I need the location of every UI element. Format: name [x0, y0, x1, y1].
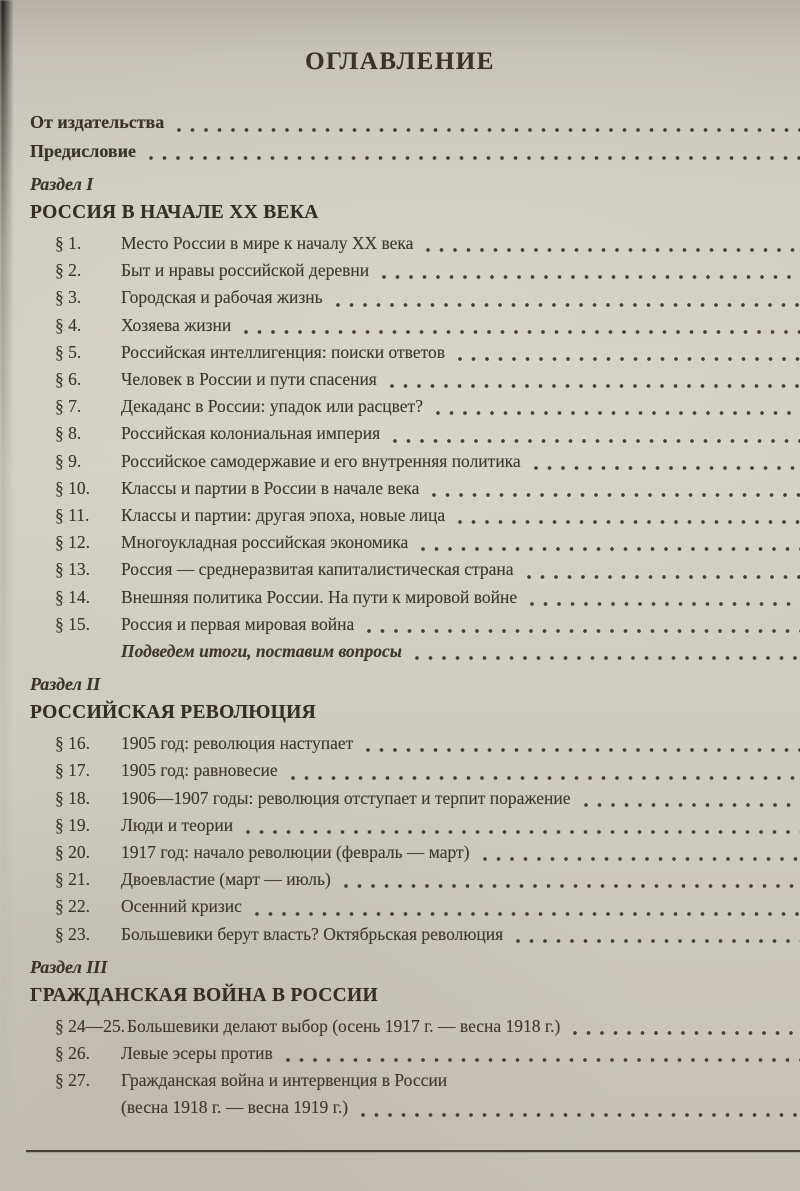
entry-title: Хозяева жизни — [121, 314, 232, 335]
entry-title: 1905 год: равновесие — [121, 760, 278, 781]
footer-rule — [26, 1150, 800, 1152]
entry-title: Россия и первая мировая война — [121, 613, 355, 634]
entry-number: § 21. — [55, 869, 90, 890]
entry-title: Российская колониальная империя — [121, 423, 381, 444]
toc-entry — [30, 556, 800, 583]
toc-entry — [30, 921, 800, 948]
entry-title: Предисловие — [30, 140, 136, 161]
entry-title: (весна 1918 г. — весна 1919 г.) — [121, 1097, 349, 1118]
entry-number: § 13. — [55, 559, 90, 580]
entry-number: § 15. — [55, 613, 90, 634]
toc-entry — [30, 137, 800, 166]
section-entries — [30, 1013, 800, 1122]
toc-entry — [30, 584, 800, 611]
entry-title: Левые эсеры против — [121, 1043, 273, 1064]
dot-leader — [331, 284, 800, 311]
dot-leader — [453, 339, 800, 366]
section-part-label: Раздел I — [30, 174, 94, 194]
dot-leader — [525, 584, 800, 611]
entry-number: § 22. — [55, 896, 90, 917]
entry-title: Многоукладная российская экономика — [121, 532, 409, 553]
toc-entry — [30, 1040, 800, 1067]
dot-leader — [453, 502, 800, 529]
dot-leader — [339, 866, 800, 893]
entry-number: § 24—25. — [55, 1015, 125, 1036]
dot-leader — [281, 1040, 800, 1067]
toc-entry — [30, 312, 800, 339]
entry-title: Люди и теории — [121, 814, 234, 835]
entry-number: § 20. — [55, 842, 90, 863]
dot-leader — [522, 556, 800, 583]
toc-entry — [30, 230, 800, 257]
toc-entry — [30, 1067, 800, 1094]
entry-number: § 17. — [55, 760, 90, 781]
entry-title: Двоевластие (март — июль) — [121, 869, 331, 890]
entry-number: § 16. — [55, 733, 90, 754]
entry-title: 1906—1907 годы: революция отступает и терпит поражение — [121, 787, 571, 808]
entry-number: § 11. — [55, 505, 90, 526]
entry-title: Российская интеллигенция: поиски ответов — [121, 341, 446, 362]
toc-entry — [30, 893, 800, 920]
page-title: ОГЛАВЛЕНИЕ — [305, 48, 495, 75]
toc-entry — [30, 284, 800, 311]
toc-entry-continuation — [30, 1094, 800, 1121]
dot-leader — [579, 785, 800, 812]
toc-section — [30, 670, 800, 948]
entry-number: § 19. — [55, 814, 90, 835]
entry-title: От издательства — [30, 112, 165, 132]
entry-number: § 9. — [55, 450, 82, 471]
entry-number: § 4. — [55, 314, 82, 335]
toc-entry — [30, 420, 800, 447]
toc-entry — [30, 785, 800, 812]
entry-number: § 8. — [55, 423, 82, 444]
toc-entry — [30, 108, 800, 137]
entry-number-spacer — [55, 1094, 121, 1121]
dot-leader — [511, 921, 800, 948]
toc-section — [30, 170, 800, 665]
front-matter — [30, 108, 800, 165]
dot-leader — [431, 393, 800, 420]
dot-leader — [362, 611, 800, 638]
entry-number: § 7. — [55, 396, 82, 417]
toc-entry — [30, 257, 800, 284]
entry-title: Российское самодержавие и его внутренняя политика — [121, 450, 521, 471]
entry-title: Подведем итоги, поставим вопросы — [121, 641, 402, 662]
toc-entry — [30, 366, 800, 393]
section-heading: ГРАЖДАНСКАЯ ВОЙНА В РОССИИ — [30, 984, 378, 1006]
entry-number: § 1. — [55, 233, 82, 253]
toc-entry — [30, 730, 800, 757]
section-heading: РОССИЙСКАЯ РЕВОЛЮЦИЯ — [30, 702, 316, 724]
section-part-label: Раздел II — [30, 674, 101, 695]
toc-entry — [30, 1013, 800, 1040]
entry-title: Классы и партии в России в начале века — [121, 477, 420, 498]
entry-title: 1917 год: начало революции (февраль — март) — [121, 842, 470, 863]
entry-number: § 23. — [55, 923, 90, 944]
dot-leader — [427, 475, 800, 502]
dot-leader — [416, 529, 800, 556]
toc-entry — [30, 475, 800, 502]
entry-title: Человек в России и пути спасения — [121, 369, 377, 390]
toc-entry — [30, 757, 800, 784]
dot-leader — [241, 812, 800, 839]
toc-entry — [30, 502, 800, 529]
entry-number: § 27. — [55, 1070, 90, 1091]
entry-title: Место России в мире к началу XX века — [121, 233, 414, 253]
entry-title: Городская и рабочая жизнь — [121, 287, 323, 308]
entry-number: § 3. — [55, 287, 82, 308]
entry-title: Внешняя политика России. На пути к мировой войне — [121, 586, 518, 607]
toc-entry — [30, 393, 800, 420]
entry-title: Россия — среднеразвитая капиталистическая страна — [121, 559, 514, 580]
dot-leader — [478, 839, 800, 866]
toc-entry — [30, 529, 800, 556]
section-entries — [30, 730, 800, 948]
entry-title: Большевики делают выбор (осень 1917 г. — весна 1918 г.) — [127, 1015, 561, 1036]
entry-number: § 10. — [55, 477, 90, 498]
entry-number: § 14. — [55, 586, 90, 607]
entry-number: § 6. — [55, 369, 82, 390]
toc-entry — [30, 638, 800, 665]
entry-number: § 2. — [55, 260, 82, 281]
entry-number — [55, 638, 121, 665]
toc-entry — [30, 448, 800, 475]
entry-title: Классы и партии: другая эпоха, новые лица — [121, 505, 446, 526]
entry-number: § 5. — [55, 341, 82, 362]
dot-leader — [421, 230, 800, 257]
toc-entry — [30, 866, 800, 893]
entry-title: Большевики берут власть? Октябрьская революция — [121, 923, 504, 944]
entry-title: Декаданс в России: упадок или расцвет? — [121, 396, 423, 417]
entry-number: § 18. — [55, 787, 90, 808]
entry-number: § 26. — [55, 1043, 90, 1064]
dot-leader — [356, 1094, 800, 1121]
section-heading: РОССИЯ В НАЧАЛЕ XX ВЕКА — [30, 202, 319, 223]
entry-title: Быт и нравы российской деревни — [121, 260, 370, 281]
toc-entry — [30, 839, 800, 866]
dot-leader — [361, 730, 800, 757]
dot-leader — [388, 420, 800, 447]
entry-number: § 12. — [55, 532, 90, 553]
dot-leader — [239, 312, 800, 339]
dot-leader — [377, 257, 800, 284]
dot-leader — [172, 108, 800, 137]
dot-leader — [529, 448, 800, 475]
section-entries — [30, 230, 800, 665]
toc-entry — [30, 812, 800, 839]
dot-leader — [568, 1013, 800, 1040]
toc-entry — [30, 611, 800, 638]
toc-body — [30, 108, 800, 1122]
dot-leader — [410, 638, 800, 665]
entry-title: 1905 год: революция наступает — [121, 733, 354, 754]
dot-leader — [286, 757, 800, 784]
section-part-label: Раздел III — [30, 956, 108, 977]
toc-entry — [30, 339, 800, 366]
entry-title: Гражданская война и интервенция в России — [121, 1070, 448, 1091]
dot-leader — [385, 366, 800, 393]
entry-title: Осенний кризис — [121, 896, 242, 917]
toc-section — [30, 953, 800, 1122]
dot-leader — [250, 893, 800, 920]
dot-leader — [144, 137, 800, 166]
